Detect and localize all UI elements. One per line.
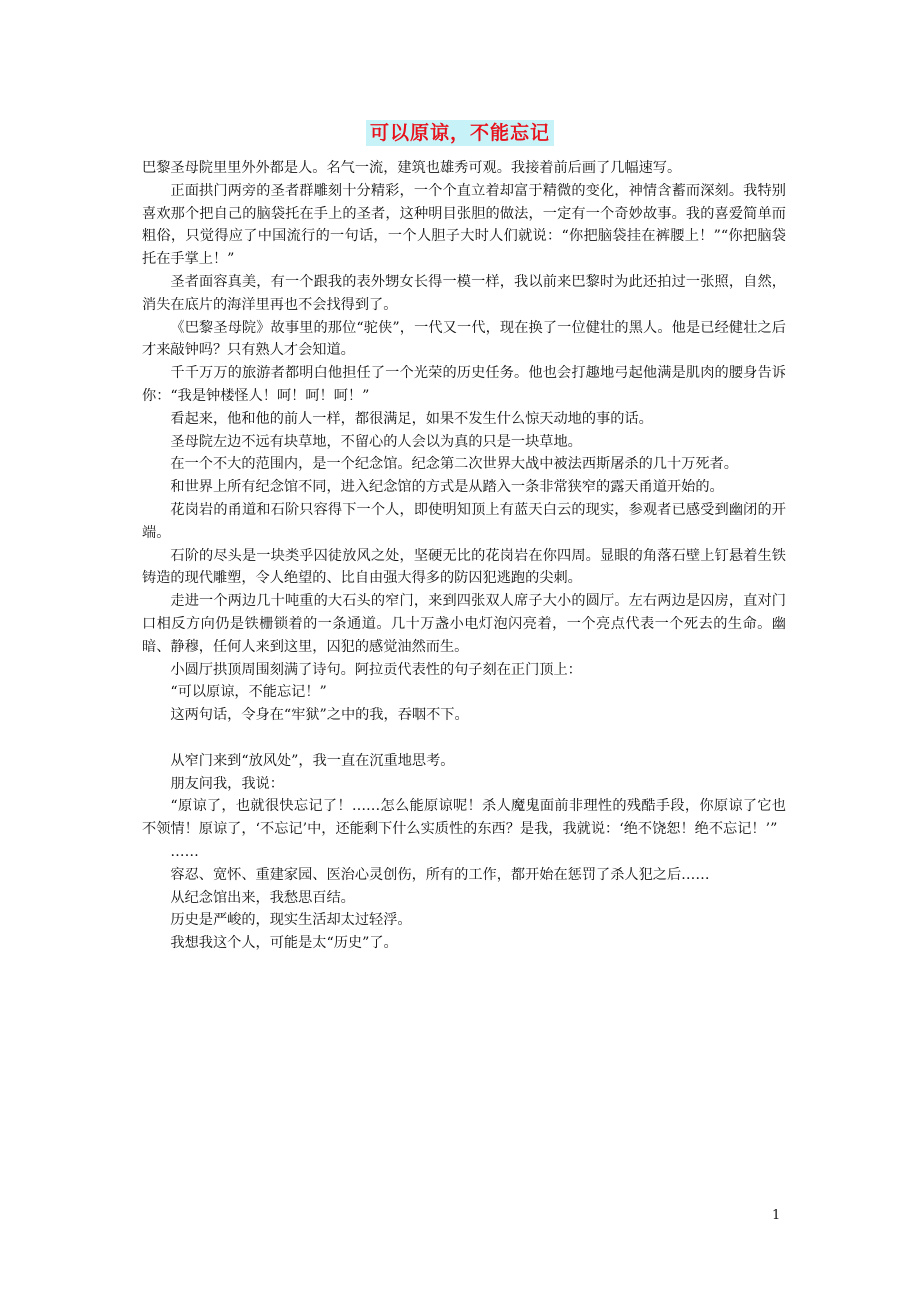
paragraph: 在一个不大的范围内，是一个纪念馆。纪念第二次世界大战中被法西斯屠杀的几十万死者。 — [170, 456, 738, 473]
ellipsis-paragraph: …… — [170, 843, 199, 860]
paragraph: 小圆厅拱顶周围刻满了诗句。阿拉贡代表性的句子刻在正门顶上： — [170, 661, 582, 678]
document-title: 可以原谅，不能忘记 — [366, 120, 554, 146]
paragraph: 石阶的尽头是一块类乎囚徒放风之处，坚硬无比的花岗岩在你四周。显眼的角落石壁上钉悬着生铁铸造的现代雕塑，令人绝望的、比自由强大得多的防囚犯逃跑的尖刺。 — [142, 547, 786, 587]
paragraph: 和世界上所有纪念馆不同，进入纪念馆的方式是从踏入一条非常狭窄的露天甬道开始的。 — [170, 479, 724, 496]
paragraph: 我想我这个人，可能是太“历史”了。 — [170, 935, 398, 952]
paragraph: 这两句话，令身在“牢狱”之中的我，吞咽不下。 — [170, 707, 469, 724]
paragraph: 朋友问我，我说： — [170, 775, 284, 792]
paragraph-gap — [142, 727, 786, 750]
paragraph: 历史是严峻的，现实生活却太过轻浮。 — [170, 912, 412, 929]
quote-paragraph: “原谅了，也就很快忘记了！……怎么能原谅呢！杀人魔鬼面前非理性的残酷手段，你原谅了它也不领情！原谅了，‘不忘记’中，还能剩下什么实质性的东西？是我，我就说：‘绝不饶恕！绝不忘记！’” — [142, 798, 786, 838]
article-body — [142, 157, 786, 955]
paragraph: 巴黎圣母院里里外外都是人。名气一流，建筑也雄秀可观。我接着前后画了几幅速写。 — [142, 160, 682, 176]
paragraph: 从窄门来到“放风处”，我一直在沉重地思考。 — [170, 752, 455, 769]
title-container — [0, 120, 920, 146]
paragraph: 圣母院左边不远有块草地，不留心的人会以为真的只是一块草地。 — [170, 433, 582, 450]
paragraph: 花岗岩的甬道和石阶只容得下一个人，即使明知顶上有蓝天白云的现实，参观者已感受到幽闭的开端。 — [142, 501, 786, 541]
page-number: 1 — [772, 1208, 781, 1223]
paragraph: 千千万万的旅游者都明白他担任了一个光荣的历史任务。他也会打趣地弓起他满是肌肉的腰身告诉你：“我是钟楼怪人！呵！呵！呵！” — [142, 365, 786, 404]
paragraph: 容忍、宽怀、重建家园、医治心灵创伤，所有的工作，都开始在惩罚了杀人犯之后…… — [170, 866, 710, 883]
paragraph: 《巴黎圣母院》故事里的那位“驼侠”，一代又一代，现在换了一位健壮的黑人。他是已经健壮之后才来敲钟吗？只有熟人才会知道。 — [142, 319, 786, 359]
paragraph: 正面拱门两旁的圣者群雕刻十分精彩，一个个直立着却富于精微的变化，神情含蓄而深刻。我特别喜欢那个把自己的脑袋托在手上的圣者，这种明目张胆的做法，一定有一个奇妙故事。我的喜爱简单而粗俗，只觉得应了中国流行的一句话，一个人胆子大时人们就说：“你把脑袋挂在裤腰上！”“你把脑袋托在手掌上！” — [142, 182, 786, 268]
paragraph: 从纪念馆出来，我愁思百结。 — [170, 889, 355, 906]
paragraph: 走进一个两边几十吨重的大石头的窄门，来到四张双人席子大小的圆厅。左右两边是囚房，直对门口相反方向仍是铁栅锁着的一条通道。几十万盏小电灯泡闪亮着，一个亮点代表一个死去的生命。幽暗、静穆，任何人来到这里，囚犯的感觉油然而生。 — [142, 593, 786, 655]
paragraph: 圣者面容真美，有一个跟我的表外甥女长得一模一样，我以前来巴黎时为此还拍过一张照，自然，消失在底片的海洋里再也不会找得到了。 — [142, 273, 786, 313]
paragraph: 看起来，他和他的前人一样，都很满足，如果不发生什么惊天动地的事的话。 — [170, 410, 653, 427]
quote-paragraph: “可以原谅，不能忘记！” — [170, 684, 327, 701]
